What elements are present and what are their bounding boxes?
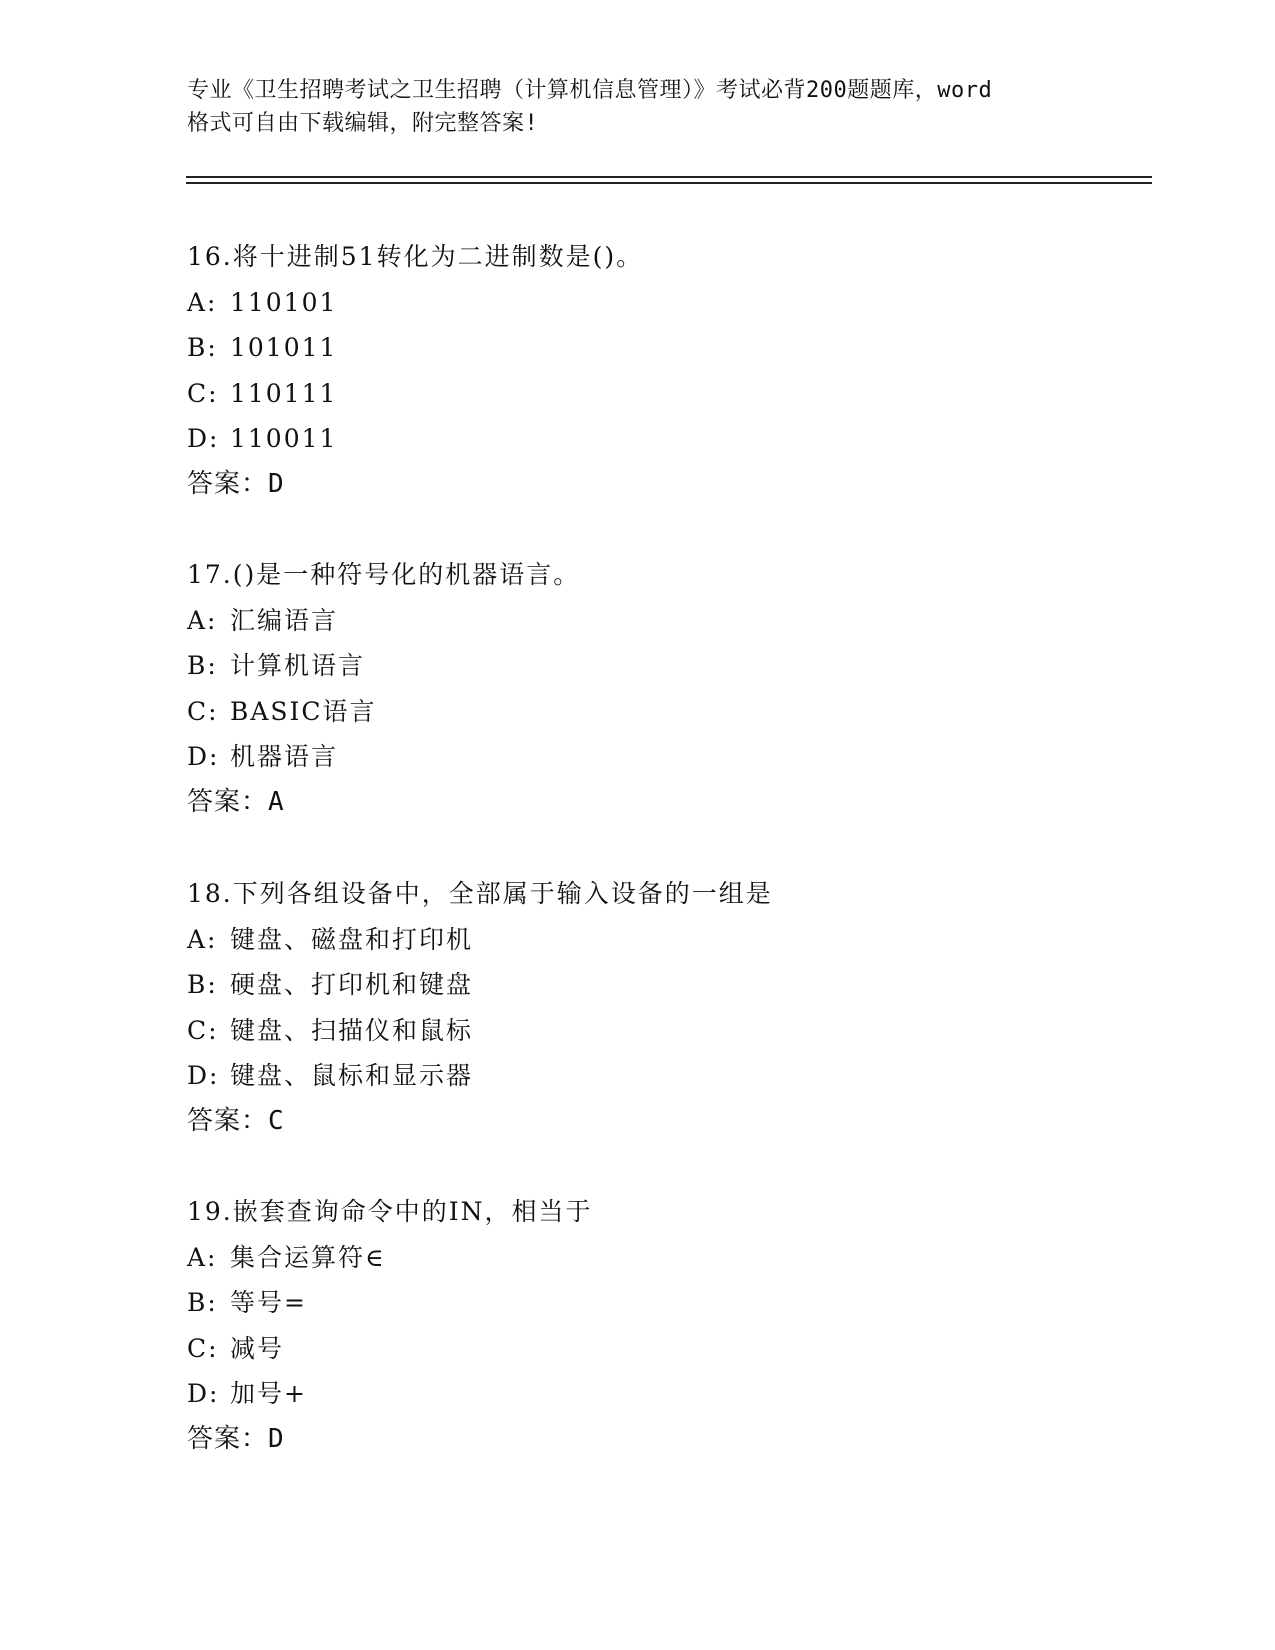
option-c [187,1326,1087,1372]
option-text: 键盘、扫描仪和鼠标 [230,1015,474,1045]
question-17 [187,552,1087,825]
option-a [187,917,1087,963]
option-d [187,734,1087,780]
answer: 答案：A [187,786,285,817]
option-key: A: [187,1242,218,1272]
option-key: A: [187,605,218,635]
option-key: B: [187,970,218,999]
option-a [187,280,1087,326]
option-text: 110011 [230,424,338,453]
option-key: C: [187,378,219,408]
option-d [187,1371,1087,1417]
option-text: 加号+ [230,1379,307,1408]
option-key: A: [187,287,218,317]
option-key: D: [187,1379,220,1408]
option-text: 键盘、鼠标和显示器 [230,1061,474,1090]
answer: 答案：D [187,468,285,499]
option-key: B: [187,651,218,680]
option-a [187,1235,1087,1281]
option-key: C: [187,1333,219,1363]
option-text: 110101 [230,287,338,317]
option-key: C: [187,1015,219,1045]
document-header [187,74,1087,140]
option-b [187,1280,1087,1326]
option-d [187,416,1087,462]
option-b [187,325,1087,371]
option-text: 键盘、磁盘和打印机 [230,924,474,954]
option-text: 计算机语言 [230,651,366,680]
option-key: C: [187,696,219,726]
option-key: B: [187,1288,218,1317]
option-text: 硬盘、打印机和键盘 [230,970,474,999]
option-b [187,643,1087,689]
question-16 [187,234,1087,507]
option-text: 集合运算符∈ [230,1242,386,1272]
question-18 [187,871,1087,1144]
option-text: 减号 [230,1333,285,1363]
option-text: 机器语言 [230,742,339,771]
option-c [187,689,1087,735]
option-c [187,1008,1087,1054]
question-title: 17.()是一种符号化的机器语言。 [187,560,581,589]
header-divider-bottom [186,182,1152,184]
option-text: 汇编语言 [230,605,339,635]
option-text: 110111 [230,378,338,408]
header-line-2: 格式可自由下载编辑，附完整答案! [187,111,539,136]
option-key: B: [187,333,218,362]
option-key: D: [187,1061,220,1090]
option-key: D: [187,742,220,771]
option-b [187,962,1087,1008]
question-title: 18.下列各组设备中，全部属于输入设备的一组是 [187,879,773,908]
question-title: 16.将十进制51转化为二进制数是()。 [187,242,644,271]
option-a [187,598,1087,644]
answer: 答案：C [187,1105,285,1136]
option-text: 等号= [230,1288,307,1317]
option-c [187,371,1087,417]
answer: 答案：D [187,1423,285,1454]
question-19 [187,1189,1087,1462]
option-d [187,1053,1087,1099]
option-key: D: [187,424,220,453]
option-key: A: [187,924,218,954]
option-text: BASIC语言 [230,696,377,726]
question-title: 19.嵌套查询命令中的IN，相当于 [187,1197,593,1226]
option-text: 101011 [230,333,338,362]
header-divider-top [186,176,1152,178]
header-line-1: 专业《卫生招聘考试之卫生招聘（计算机信息管理）》考试必背200题题库，word [187,78,993,103]
